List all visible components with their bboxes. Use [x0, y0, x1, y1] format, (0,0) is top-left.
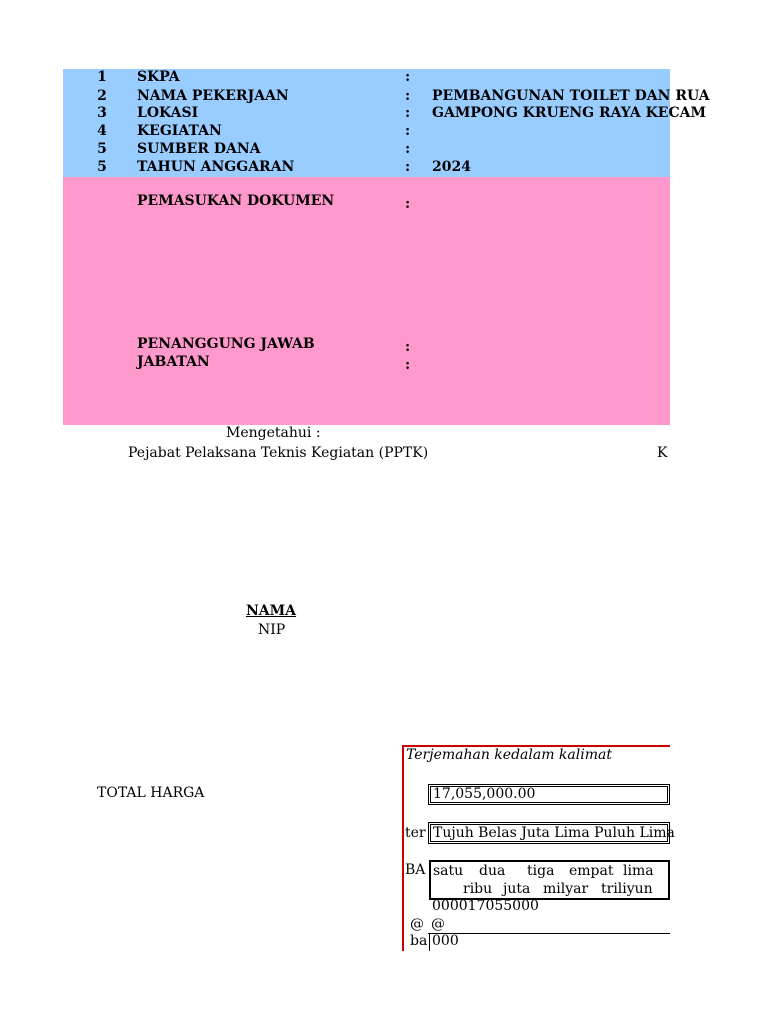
row-colon: :	[405, 123, 411, 139]
row-colon: :	[405, 105, 411, 121]
row-value: GAMPONG KRUENG RAYA KECAM	[432, 105, 706, 121]
unit-word: juta	[503, 881, 531, 897]
signatory-nip: NIP	[258, 622, 286, 638]
at-symbol-2: @	[431, 916, 445, 932]
words-cell	[428, 822, 675, 844]
header-row-sumber-dana	[0, 140, 670, 158]
red-border-left	[402, 745, 404, 951]
row-label: KEGIATAN	[137, 123, 222, 139]
amount-value: 17,055,000.00	[433, 786, 536, 802]
unit-word: triliyun	[601, 881, 653, 897]
penanggung-colon: :	[405, 339, 411, 355]
pemasukan-label: PEMASUKAN DOKUMEN	[137, 193, 335, 209]
ter-prefix: ter	[405, 825, 426, 841]
header-row-skpa	[0, 68, 670, 86]
jabatan-label: JABATAN	[137, 354, 210, 370]
signatory-name: NAMA	[246, 603, 297, 619]
unit-word: empat	[569, 863, 614, 879]
row-value: PEMBANGUNAN TOILET DAN RUA	[432, 88, 710, 104]
units-table	[429, 860, 670, 900]
cell-border	[429, 933, 430, 951]
terjemahan-label: Terjemahan kedalam kalimat	[406, 747, 612, 763]
row-colon: :	[405, 69, 411, 85]
row-number: 5	[97, 159, 107, 175]
bas-prefix: BA	[405, 862, 426, 878]
header-row-tahun-anggaran	[0, 158, 670, 176]
pemasukan-dokumen-row	[0, 192, 670, 210]
total-harga-label: TOTAL HARGA	[97, 785, 205, 801]
header-row-nama-pekerjaan	[0, 87, 710, 105]
unit-word: satu	[433, 863, 464, 879]
last-value: 000	[432, 933, 459, 949]
mengetahui-label: Mengetahui :	[226, 425, 321, 441]
unit-word: dua	[479, 863, 506, 879]
unit-word: ribu	[463, 881, 493, 897]
row-number: 1	[97, 69, 107, 85]
pemasukan-colon: :	[405, 196, 411, 212]
row-colon: :	[405, 141, 411, 157]
divider-line	[428, 933, 670, 934]
row-label: NAMA PEKERJAAN	[137, 88, 289, 104]
unit-word: tiga	[527, 863, 555, 879]
row-colon: :	[405, 159, 411, 175]
pejabat-label: Pejabat Pelaksana Teknis Kegiatan (PPTK)	[128, 445, 429, 461]
amount-cell	[428, 784, 670, 805]
row-label: SKPA	[137, 69, 180, 85]
penanggung-label: PENANGGUNG JAWAB	[137, 336, 315, 352]
header-row-lokasi	[0, 104, 706, 122]
unit-word: milyar	[543, 881, 589, 897]
jabatan-row	[0, 353, 670, 371]
digits-value: 000017055000	[432, 898, 539, 914]
unit-word: lima	[623, 863, 654, 879]
right-signatory-fragment: K	[657, 445, 668, 461]
jabatan-colon: :	[405, 357, 411, 373]
row-number: 3	[97, 105, 107, 121]
row-value: 2024	[432, 159, 471, 175]
row-label: LOKASI	[137, 105, 199, 121]
document-panel	[63, 177, 670, 425]
row-label: TAHUN ANGGARAN	[137, 159, 295, 175]
row-number: 2	[97, 88, 107, 104]
row-colon: :	[405, 88, 411, 104]
ba-prefix: ba	[410, 933, 428, 949]
amount-in-words: Tujuh Belas Juta Lima Puluh Lima	[433, 825, 675, 841]
row-number: 5	[97, 141, 107, 157]
header-row-kegiatan	[0, 122, 670, 140]
at-symbol-1: @	[410, 916, 424, 932]
row-number: 4	[97, 123, 107, 139]
row-label: SUMBER DANA	[137, 141, 261, 157]
penanggung-jawab-row	[0, 335, 670, 353]
